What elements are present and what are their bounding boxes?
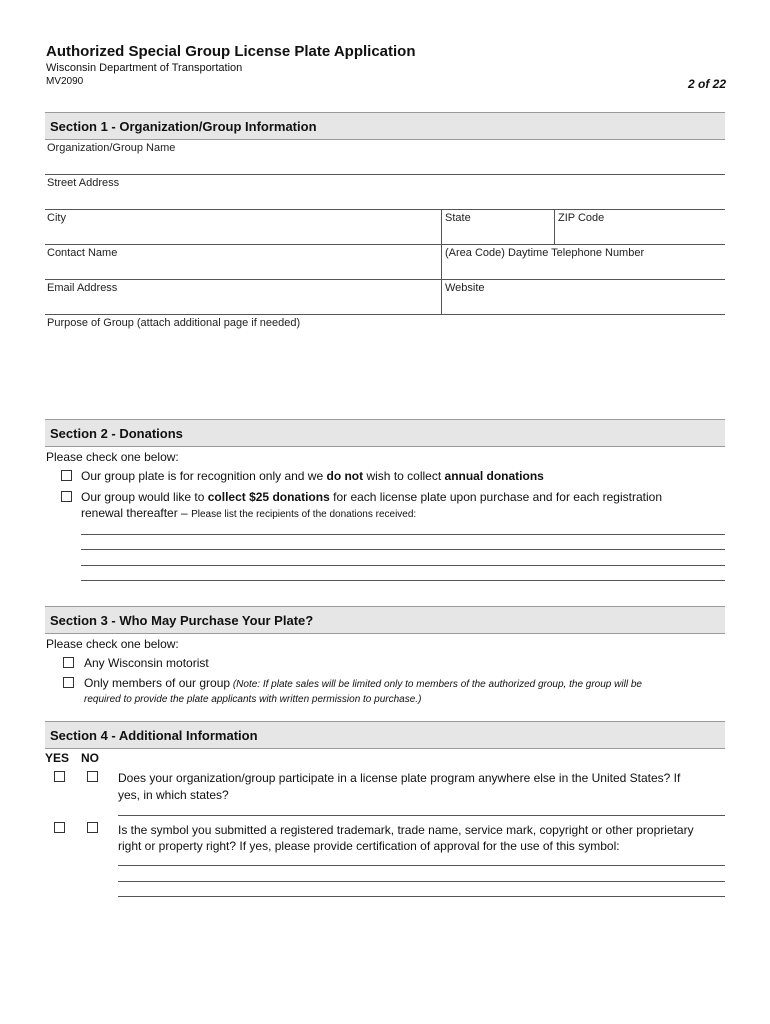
city-field[interactable] xyxy=(45,210,441,245)
members-only-text: Only members of our group xyxy=(84,676,231,690)
section-2-header xyxy=(45,419,725,447)
members-only-note-2: required to provide the plate applicants with written permission to purchase.) xyxy=(84,694,422,705)
section-3-instruction: Please check one below: xyxy=(46,637,179,651)
opt2-text-a: Our group would like to xyxy=(81,490,208,504)
q2-no-checkbox[interactable] xyxy=(87,822,98,833)
section-4-title: Section 4 - Additional Information xyxy=(50,728,258,743)
question-2-line-1: Is the symbol you submitted a registered trademark, trade name, service mark, copyright or other proprietary xyxy=(118,823,694,837)
section-2-instruction: Please check one below: xyxy=(46,450,179,464)
section-2-title: Section 2 - Donations xyxy=(50,426,183,441)
city-label: City xyxy=(47,212,66,224)
recipient-line-3[interactable] xyxy=(81,565,725,566)
any-motorist-checkbox[interactable] xyxy=(63,657,74,668)
telephone-field[interactable] xyxy=(441,245,725,280)
collect-donations-label xyxy=(81,490,721,504)
q2-answer-line-1[interactable] xyxy=(118,865,725,866)
recipient-line-4[interactable] xyxy=(81,580,725,581)
recognition-only-checkbox[interactable] xyxy=(61,470,72,481)
section-1-header xyxy=(45,112,725,140)
zip-code-label: ZIP Code xyxy=(558,212,605,224)
website-label: Website xyxy=(445,282,485,294)
collect-donations-checkbox[interactable] xyxy=(61,491,72,502)
opt2-text-b: collect $25 donations xyxy=(207,490,330,504)
opt1-text-c: wish to collect xyxy=(363,469,445,483)
contact-name-field[interactable] xyxy=(45,245,441,280)
collect-donations-label-2 xyxy=(81,506,416,520)
q1-no-checkbox[interactable] xyxy=(87,771,98,782)
question-1-line-2: yes, in which states? xyxy=(118,788,229,802)
members-only-label xyxy=(84,676,724,690)
purpose-label: Purpose of Group (attach additional page if needed) xyxy=(47,317,301,329)
opt2-text-d: renewal thereafter – xyxy=(81,506,192,520)
section-4-header xyxy=(45,721,725,749)
question-1-line-1: Does your organization/group participate in a license plate program anywhere else in the United States? If xyxy=(118,771,681,785)
no-column-label: NO xyxy=(81,751,99,765)
state-field[interactable] xyxy=(441,210,554,245)
q1-yes-checkbox[interactable] xyxy=(54,771,65,782)
recognition-only-label xyxy=(81,469,544,483)
form-title: Authorized Special Group License Plate Application xyxy=(46,43,416,60)
website-field[interactable] xyxy=(441,280,725,315)
recipient-line-2[interactable] xyxy=(81,549,725,550)
section-1-title: Section 1 - Organization/Group Information xyxy=(50,119,317,134)
section-3-header xyxy=(45,606,725,634)
email-label: Email Address xyxy=(47,282,118,294)
opt1-text-d: annual donations xyxy=(444,469,544,483)
q2-yes-checkbox[interactable] xyxy=(54,822,65,833)
opt1-text-a: Our group plate is for recognition only and we xyxy=(81,469,327,483)
page-number: 2 of 22 xyxy=(687,77,726,91)
email-field[interactable] xyxy=(45,280,441,315)
any-motorist-label: Any Wisconsin motorist xyxy=(84,656,209,670)
state-label: State xyxy=(445,212,471,224)
q2-answer-line-3[interactable] xyxy=(118,896,725,897)
street-address-field[interactable] xyxy=(45,175,725,210)
q2-answer-line-2[interactable] xyxy=(118,881,725,882)
contact-name-label: Contact Name xyxy=(47,247,118,259)
telephone-label: (Area Code) Daytime Telephone Number xyxy=(445,247,645,259)
members-only-checkbox[interactable] xyxy=(63,677,74,688)
question-2-line-2: right or property right? If yes, please provide certification of approval for the use of this symbol: xyxy=(118,839,620,853)
street-address-label: Street Address xyxy=(47,177,120,189)
zip-code-field[interactable] xyxy=(554,210,725,245)
opt2-text-e: Please list the recipients of the donations received: xyxy=(191,509,417,520)
yes-column-label: YES xyxy=(45,751,70,765)
org-name-field[interactable] xyxy=(45,140,725,175)
purpose-field[interactable] xyxy=(45,315,725,419)
members-only-note-1: (Note: If plate sales will be limited only to members of the authorized group, the group will be xyxy=(230,679,642,690)
org-name-label: Organization/Group Name xyxy=(47,142,176,154)
department-name: Wisconsin Department of Transportation xyxy=(46,62,243,74)
opt1-text-b: do not xyxy=(326,469,364,483)
section-3-title: Section 3 - Who May Purchase Your Plate? xyxy=(50,613,314,628)
members-only-note-line-2 xyxy=(84,691,421,705)
opt2-text-c: for each license plate upon purchase and for each registration xyxy=(329,490,662,504)
recipient-line-1[interactable] xyxy=(81,534,725,535)
q1-answer-line[interactable] xyxy=(118,815,725,816)
form-number: MV2090 xyxy=(46,76,84,87)
